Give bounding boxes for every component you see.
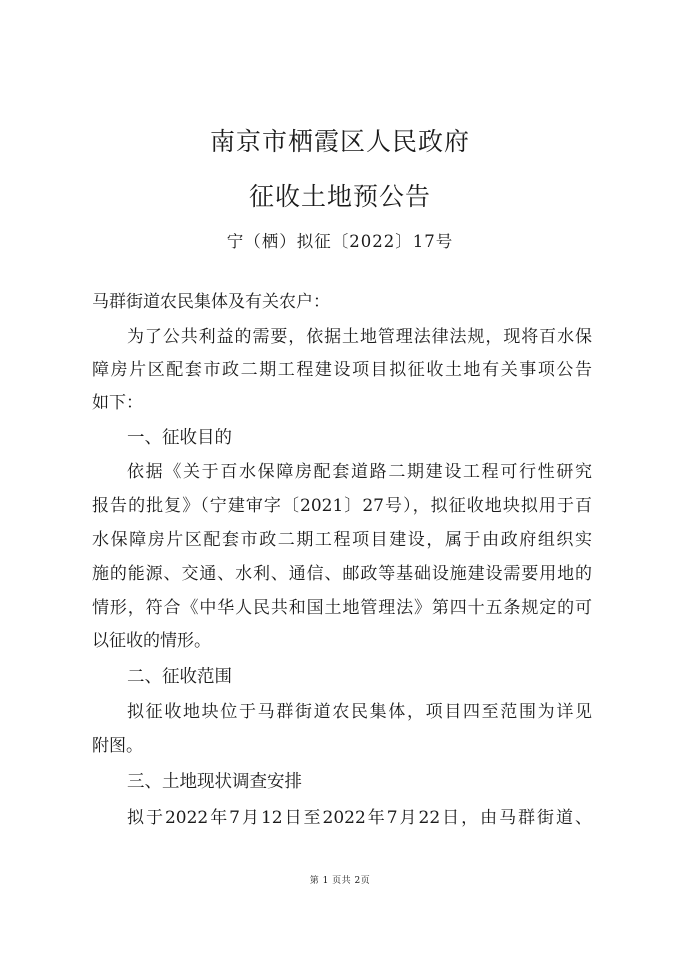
section-1-line-5: 情形，符合《中华人民共和国土地管理法》第四十五条规定的可 (92, 598, 592, 618)
page-footer: 第 1 页共 2页 (309, 876, 371, 886)
section-3-line-1: 拟于2022年7月12日至2022年7月22日，由马群街道、 (127, 808, 592, 828)
section-1-heading: 一、征收目的 (127, 428, 232, 448)
document-title-line-2: 征收土地预公告 (248, 182, 431, 211)
section-1-line-6: 以征收的情形。 (92, 631, 211, 651)
section-1-line-1: 依据《关于百水保障房配套道路二期建设工程可行性研究 (127, 462, 592, 482)
section-1-line-2: 报告的批复》（宁建审字〔2021〕27号），拟征收地块拟用于百 (92, 496, 592, 516)
section-2-line-2: 附图。 (92, 736, 143, 756)
intro-line-1: 为了公共利益的需要，依据土地管理法律法规，现将百水保 (127, 327, 592, 347)
section-2-heading: 二、征收范围 (127, 667, 232, 687)
section-1-line-4: 施的能源、交通、水利、通信、邮政等基础设施建设需要用地的 (92, 564, 592, 584)
addressee: 马群街道农民集体及有关农户： (92, 292, 330, 312)
section-1-line-3: 水保障房片区配套市政二期工程项目建设，属于由政府组织实 (92, 530, 592, 550)
document-number: 宁（栖）拟征〔2022〕17号 (226, 232, 454, 251)
section-3-heading: 三、土地现状调查安排 (127, 772, 302, 792)
intro-line-3: 如下： (92, 393, 143, 413)
intro-line-2: 障房片区配套市政二期工程建设项目拟征收土地有关事项公告 (92, 360, 592, 380)
section-2-line-1: 拟征收地块位于马群街道农民集体，项目四至范围为详见 (127, 702, 592, 722)
document-title-line-1: 南京市栖霞区人民政府 (209, 127, 470, 156)
